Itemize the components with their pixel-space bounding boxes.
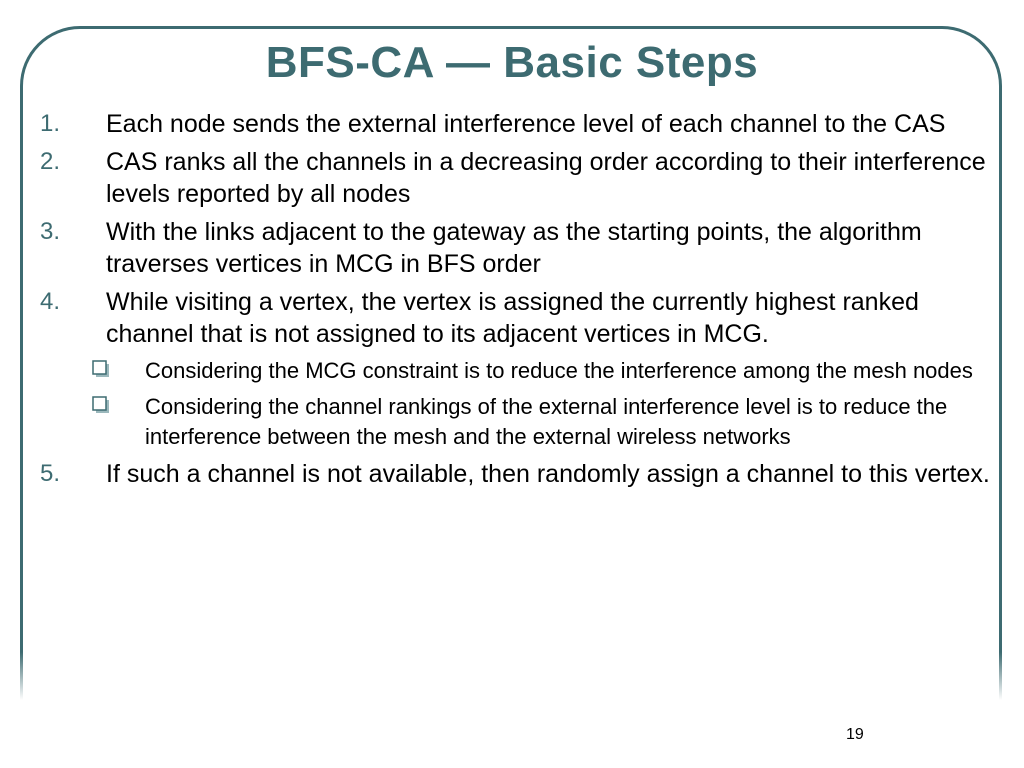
checkbox-bullet-icon (92, 360, 110, 378)
sub-item-2 (40, 392, 990, 452)
step-number: 5. (40, 460, 61, 487)
list-item-step-4 (40, 286, 990, 350)
page-number: 19 (846, 726, 864, 743)
step-list (40, 108, 990, 496)
list-item-step-1 (40, 108, 990, 140)
slide-title: BFS-CA — Basic Steps (265, 38, 759, 87)
step-text: Each node sends the external interference level of each channel to the CAS (106, 110, 946, 138)
step-number: 3. (40, 218, 61, 245)
list-item-step-3 (40, 216, 990, 280)
step-text: CAS ranks all the channels in a decreasing order according to their interference levels reported by all nodes (106, 148, 986, 208)
checkbox-bullet-icon (92, 396, 110, 414)
step-number: 2. (40, 148, 61, 175)
list-item-step-2 (40, 146, 990, 210)
sub-item-text: Considering the channel rankings of the external interference level is to reduce the interference between the mesh and the external wireless networks (145, 394, 948, 449)
list-item-step-5 (40, 458, 990, 490)
step-number: 1. (40, 110, 61, 137)
sub-item-1 (40, 356, 990, 386)
frame-fade (0, 652, 1024, 712)
sub-item-text: Considering the MCG constraint is to reduce the interference among the mesh nodes (145, 358, 973, 383)
step-number: 4. (40, 288, 61, 315)
step-text: With the links adjacent to the gateway as the starting points, the algorithm traverses vertices in MCG in BFS order (106, 218, 922, 278)
step-text: If such a channel is not available, then randomly assign a channel to this vertex. (106, 460, 990, 488)
step-text: While visiting a vertex, the vertex is assigned the currently highest ranked channel that is not assigned to its adjacent vertices in MCG. (106, 288, 919, 348)
